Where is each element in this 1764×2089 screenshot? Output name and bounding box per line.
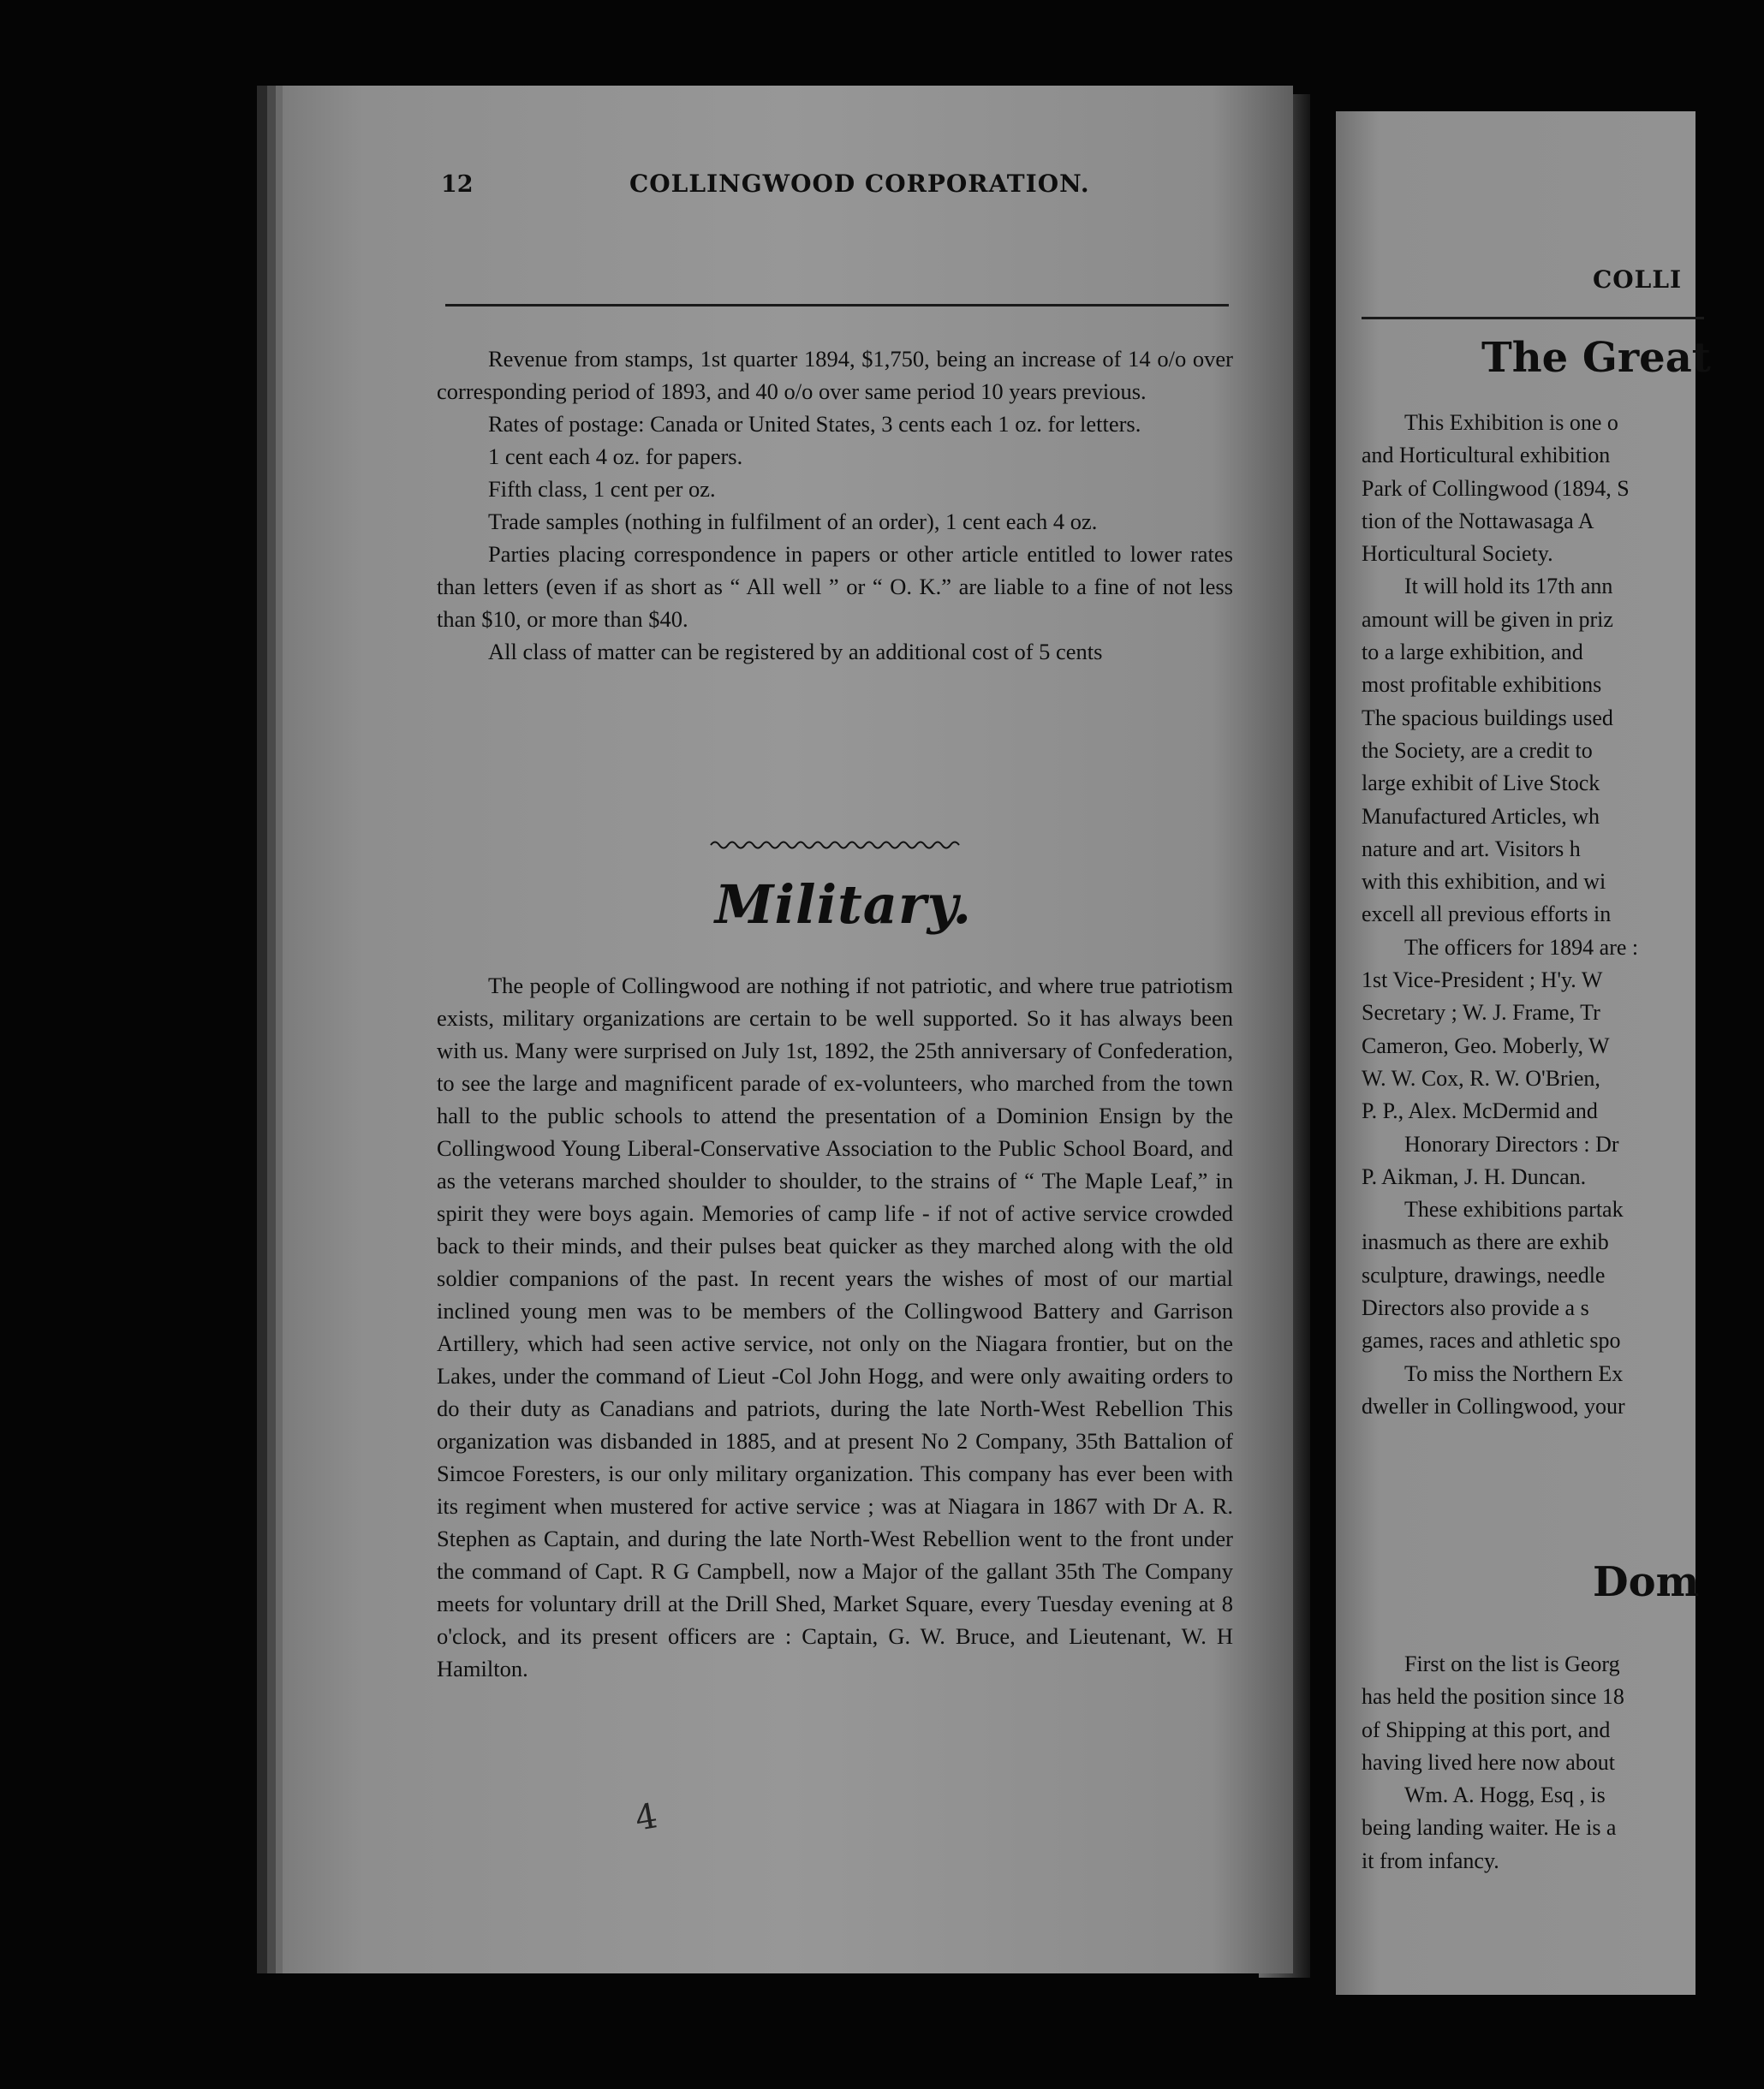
facing-text-line: Directors also provide a s — [1362, 1295, 1589, 1321]
facing-text-line: It will hold its 17th ann — [1404, 574, 1613, 599]
facing-text-line: Honorary Directors : Dr — [1404, 1131, 1619, 1157]
facing-text-line: P. Aikman, J. H. Duncan. — [1362, 1164, 1587, 1189]
running-title: COLLINGWOOD CORPORATION. — [629, 170, 1090, 198]
facing-text-line: to a large exhibition, and — [1362, 640, 1583, 665]
facing-heading-exhibition: The Great — [1481, 334, 1711, 382]
facing-text-line: The spacious buildings used — [1362, 705, 1613, 730]
facing-text-line: W. W. Cox, R. W. O'Brien, — [1362, 1065, 1600, 1091]
military-paragraph: The people of Collingwood are nothing if not patriotic, and where true patriotism exists, military organizations are certain to be well supported. So it has always been with us. Many were surprised on July 1st, 1892, the 25th anniversary of Confederation, to see the large and magnificent parade of ex-volunteers, who marched from the town hall to the public schools to attend the presentation of a Dominion Ensign by the Collingwood Young Liberal-Conservative Association to the Public School Board, and as the veterans marched shoulder to shoulder, to the strains of “ The Maple Leaf,” in spirit they were boys again. Memories of camp life - if not of active service crowded back to their minds, and their pulses beat quicker as they marched along with the old soldier companions of the past. In recent years the wishes of most of our martial inclined young men was to be members of the Collingwood Battery and Garrison Artillery, which had seen active service, not only on the Niagara frontier, but on the Lakes, under the command of Lieut -Col John Hogg, and were only awaiting orders to do their duty as Canadians and patriots, during the late North-West Rebellion This organization was disbanded in 1885, and at present No 2 Company, 35th Battalion of Simcoe Foresters, is our only military organization. This company has ever been with its regiment when mustered for active service ; was at Niagara in 1867 with Dr A. R. Stephen as Captain, and during the late North-West Rebellion went to the front under the command of Capt. R G Campbell, now a Major of the gallant 35th The Company meets for voluntary drill at the Drill Shed, Market Square, every Tuesday evening at 8 o'clock, and its present officers are : Captain, G. W. Bruce, and Lieutenant, W. H Hamilton. — [437, 973, 1233, 1681]
facing-text-line: the Society, are a credit to — [1362, 737, 1593, 763]
postal-paragraph: Rates of postage: Canada or United States, 3 cents each 1 oz. for letters. — [488, 411, 1141, 437]
facing-page — [1336, 111, 1711, 1995]
military-section — [437, 969, 1233, 1685]
facing-text-line: games, races and athletic spo — [1362, 1328, 1621, 1354]
facing-text-line: Cameron, Geo. Moberly, W — [1362, 1033, 1610, 1058]
facing-text-line: Wm. A. Hogg, Esq , is — [1404, 1782, 1606, 1808]
facing-text-line: having lived here now about — [1362, 1749, 1616, 1775]
postal-paragraph: Parties placing correspondence in papers or other article entitled to lower rates than letters (even if as short as “ All well ” or “ O. K.” are liable to a fine of not less than $10, or more than $40. — [437, 541, 1233, 632]
facing-text-line: it from infancy. — [1362, 1848, 1499, 1873]
wavy-divider-ornament — [711, 839, 959, 851]
facing-running-title: COLLI — [1593, 265, 1683, 294]
facing-text-line: sculpture, drawings, needle — [1362, 1262, 1606, 1288]
postal-paragraph: Revenue from stamps, 1st quarter 1894, $1,750, being an increase of 14 o/o over corresponding period of 1893, and 40 o/o over same period 10 years previous. — [437, 346, 1233, 404]
pencil-mark: 4 — [632, 1796, 661, 1839]
facing-text-line: The officers for 1894 are : — [1404, 934, 1639, 960]
facing-header-rule — [1362, 317, 1704, 319]
facing-text-line: Secretary ; W. J. Frame, Tr — [1362, 1000, 1600, 1026]
facing-text-line: 1st Vice-President ; H'y. W — [1362, 967, 1603, 993]
facing-text-line: These exhibitions partak — [1404, 1197, 1624, 1223]
postal-paragraph: Trade samples (nothing in fulfilment of an order), 1 cent each 4 oz. — [488, 509, 1098, 534]
facing-text-line: dweller in Collingwood, your — [1362, 1393, 1625, 1419]
facing-text-line: First on the list is Georg — [1404, 1652, 1620, 1676]
facing-text-line: This Exhibition is one o — [1404, 410, 1618, 435]
facing-text-line: Manufactured Articles, wh — [1362, 803, 1600, 829]
page-number: 12 — [441, 171, 474, 198]
postal-rates-section — [437, 342, 1233, 668]
facing-exhibition-text — [1362, 407, 1764, 1423]
postal-paragraph: All class of matter can be registered by an additional cost of 5 cents — [488, 639, 1103, 664]
facing-text-line: large exhibit of Live Stock — [1362, 771, 1600, 796]
facing-text-line: Park of Collingwood (1894, S — [1362, 475, 1630, 501]
postal-paragraph: Fifth class, 1 cent per oz. — [488, 476, 716, 502]
page-header — [283, 86, 1293, 198]
military-heading: Military. — [714, 873, 973, 936]
facing-text-line: being landing waiter. He is a — [1362, 1815, 1617, 1841]
facing-text-line: To miss the Northern Ex — [1404, 1360, 1624, 1386]
header-rule — [445, 304, 1229, 307]
facing-text-line: Horticultural Society. — [1362, 541, 1553, 567]
facing-text-line: nature and art. Visitors h — [1362, 836, 1581, 861]
facing-heading-dominion: Dom — [1593, 1558, 1700, 1606]
facing-text-line: with this exhibition, and wi — [1362, 869, 1606, 895]
facing-text-line: has held the position since 18 — [1362, 1684, 1624, 1710]
facing-text-line: P. P., Alex. McDermid and — [1362, 1098, 1598, 1124]
facing-text-line: inasmuch as there are exhib — [1362, 1229, 1609, 1255]
facing-text-line: excell all previous efforts in — [1362, 902, 1612, 927]
left-page — [283, 86, 1293, 1973]
facing-text-line: and Horticultural exhibition — [1362, 443, 1611, 468]
facing-text-line: amount will be given in priz — [1362, 606, 1613, 632]
postal-paragraph: 1 cent each 4 oz. for papers. — [488, 443, 743, 469]
facing-text-line: most profitable exhibitions — [1362, 672, 1602, 698]
facing-dominion-text — [1362, 1648, 1764, 1878]
facing-text-line: tion of the Nottawasaga A — [1362, 508, 1594, 533]
facing-text-line: of Shipping at this port, and — [1362, 1717, 1611, 1742]
